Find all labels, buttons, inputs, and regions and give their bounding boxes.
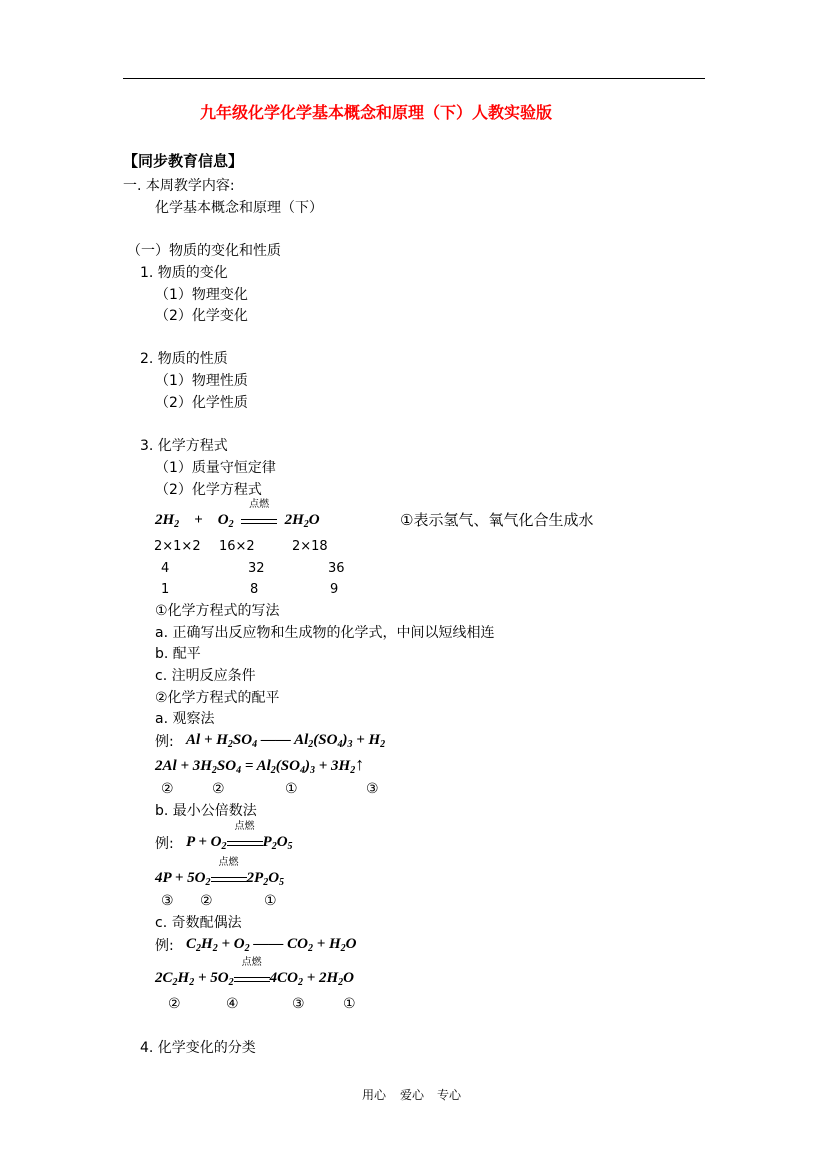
example-label-b: 例: bbox=[155, 836, 174, 852]
step-a: a. 正确写出反应物和生成物的化学式，中间以短线相连 bbox=[155, 625, 495, 641]
method-a: a. 观察法 bbox=[155, 711, 215, 727]
method-c: c. 奇数配偶法 bbox=[155, 915, 242, 931]
method-b: b. 最小公倍数法 bbox=[155, 803, 257, 819]
item2-sub1: （1）物理性质 bbox=[155, 373, 248, 389]
mass-row2-b: 32 bbox=[248, 561, 265, 576]
order-a-4: ③ bbox=[366, 781, 379, 797]
balance-title: ②化学方程式的配平 bbox=[155, 690, 280, 706]
step-c: c. 注明反应条件 bbox=[155, 668, 256, 684]
item3-sub1: （1）质量守恒定律 bbox=[155, 460, 276, 476]
equation-p-balanced: $4P + 5O_2$ 点燃 $2P_2O_5$ bbox=[155, 857, 285, 888]
mass-row1-c: 2×18 bbox=[292, 539, 328, 554]
mass-row1-a: 2×1×2 bbox=[154, 539, 201, 554]
step-b: b. 配平 bbox=[155, 646, 201, 662]
equation-p-unbalanced: $P + O_2$ 点燃 $P_2O_5$ bbox=[186, 821, 293, 852]
item1-title: 1. 物质的变化 bbox=[140, 265, 228, 281]
order-c-4: ① bbox=[343, 996, 356, 1012]
order-b-1: ③ bbox=[161, 893, 174, 909]
header-rule bbox=[123, 78, 705, 79]
example-label-a: 例: bbox=[155, 734, 174, 750]
item4-title: 4. 化学变化的分类 bbox=[140, 1040, 256, 1056]
footer-text-2: 爱心 bbox=[400, 1088, 425, 1102]
equation-meaning: ①表示氢气、氧气化合生成水 bbox=[400, 511, 594, 529]
item2-title: 2. 物质的性质 bbox=[140, 351, 228, 367]
mass-row2-a: 4 bbox=[161, 561, 170, 576]
order-b-2: ② bbox=[200, 893, 213, 909]
writing-title: ①化学方程式的写法 bbox=[155, 603, 280, 619]
reaction-condition: 点燃 bbox=[241, 511, 277, 524]
mass-row3-a: 1 bbox=[161, 582, 170, 597]
order-a-1: ② bbox=[161, 781, 174, 797]
part1-content: 化学基本概念和原理（下） bbox=[155, 200, 323, 216]
equation-water: $2H_2$ + $O_2$ 点燃 $2H_2O$ bbox=[155, 499, 320, 530]
item1-sub2: （2）化学变化 bbox=[155, 308, 248, 324]
section-header: 【同步教育信息】 bbox=[123, 152, 244, 170]
item3-title: 3. 化学方程式 bbox=[140, 438, 228, 454]
part1-heading: 一. 本周教学内容: bbox=[123, 178, 235, 194]
order-a-3: ① bbox=[285, 781, 298, 797]
mass-row1-b: 16×2 bbox=[219, 539, 255, 554]
mass-row3-c: 9 bbox=[330, 582, 339, 597]
mass-row3-b: 8 bbox=[250, 582, 259, 597]
subsection-heading: （一）物质的变化和性质 bbox=[127, 243, 281, 259]
order-c-1: ② bbox=[168, 996, 181, 1012]
order-a-2: ② bbox=[212, 781, 225, 797]
reaction-condition: 点燃 bbox=[234, 969, 270, 982]
equation-c2h2-balanced: $2C_2H_2 + 5O_2$ 点燃 $4CO_2 + 2H_2O$ bbox=[155, 957, 355, 988]
equation-al-unbalanced: $Al + H_2SO_4$ ―― $Al_2(SO_4)_3 + H_2$ bbox=[186, 732, 386, 750]
reaction-condition: 点燃 bbox=[211, 869, 247, 882]
footer-text-3: 专心 bbox=[437, 1088, 462, 1102]
item1-sub1: （1）物理变化 bbox=[155, 287, 248, 303]
reaction-condition: 点燃 bbox=[227, 833, 263, 846]
order-c-2: ④ bbox=[226, 996, 239, 1012]
equation-c2h2-unbalanced: $C_2H_2 + O_2$ ―― $CO_2 + H_2O$ bbox=[186, 936, 357, 954]
equation-al-balanced: $2Al + 3H_2SO_4 = Al_2(SO_4)_3$ + $3H_2↑$ bbox=[155, 754, 365, 776]
example-label-c: 例: bbox=[155, 938, 174, 954]
mass-row2-c: 36 bbox=[328, 561, 345, 576]
item2-sub2: （2）化学性质 bbox=[155, 395, 248, 411]
page-title: 九年级化学化学基本概念和原理（下）人教实验版 bbox=[200, 103, 553, 122]
item3-sub2: （2）化学方程式 bbox=[155, 482, 262, 498]
order-b-3: ① bbox=[264, 893, 277, 909]
footer-text-1: 用心 bbox=[362, 1088, 387, 1102]
order-c-3: ③ bbox=[292, 996, 305, 1012]
